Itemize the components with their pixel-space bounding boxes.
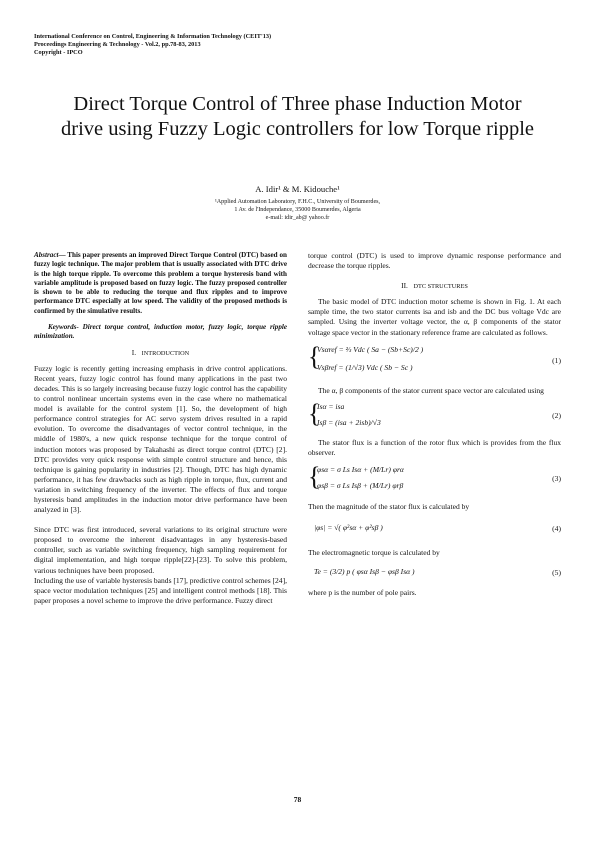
right-paragraph-3: The stator flux is a function of the rotor flux which is provides from the flux observer. [308, 437, 561, 457]
equation-1-line-2: Vsβref = (1/√3) Vdc ( Sb − Sc ) [317, 362, 413, 372]
keywords: Keywords- Direct torque control, induction motor, fuzzy logic, torque ripple minimization. [34, 323, 287, 341]
section-number: I. [131, 347, 137, 357]
equation-3-number: (3) [552, 473, 561, 483]
section-heading-dtc-structures [308, 281, 561, 292]
equation-2: { Isα = isa Isβ = (isa + 2isb)/√3 (2) [308, 398, 561, 428]
equation-4 [308, 518, 561, 540]
right-paragraph-2: The α, β components of the stator current space vector are calculated using [318, 385, 544, 395]
right-paragraph-5: The electromagnetic torque is calculated by [308, 548, 440, 558]
equation-3-line-2: φsβ = σ Ls Isβ + (M/Lr) φrβ [317, 480, 404, 490]
equation-5 [308, 562, 561, 584]
equation-1: { Vsαref = ⅔ Vdc ( Sa − (Sb+Sc)/2 ) Vsβref = (1/√3) Vdc ( Sb − Sc ) (1) [308, 341, 561, 372]
equation-1-number: (1) [552, 355, 561, 365]
header-line-2: Proceedings Engineering & Technology - Vol.2, pp.78-83, 2013 [34, 41, 201, 48]
equation-4-line-1: |φs| = √( φ²sα + φ²sβ ) [314, 523, 383, 533]
equation-2-line-2: Isβ = (isa + 2isb)/√3 [317, 417, 381, 427]
equation-3: { φsα = σ Ls Isα + (M/Lr) φrα φsβ = σ Ls Isβ + (M/Lr) φrβ (3) [308, 461, 561, 491]
section-heading-introduction [34, 348, 287, 359]
equation-3-line-1: φsα = σ Ls Isα + (M/Lr) φrα [317, 464, 404, 474]
abstract-lead: Abstract [34, 251, 59, 259]
equation-5-line-1: Te = (3/2) p ( φsα Isβ − φsβ Isα ) [314, 567, 415, 577]
affiliation-line-1: ¹Applied Automation Laboratory, F.H.C., University of Boumerdes, [214, 199, 381, 205]
paper-title: Direct Torque Control of Three phase Induction Motor drive using Fuzzy Logic controllers for low Torque ripple [61, 93, 534, 140]
intro-paragraph-2: Since DTC was first introduced, several variations to its original structure were proposed to overcome the inherent disadvantages in any hysteresis-based controller, such as variable switching frequency, high sampling requirement for digital implementation, and high torque ripple[22]-[23]. To solve this problem, various techniques have been proposed. [34, 525, 287, 575]
header-line-3: Copyright - IPCO [34, 49, 83, 56]
section-title: INTRODUCTION [141, 349, 190, 357]
intro-paragraph-1: Fuzzy logic is recently getting increasing emphasis in drive control applications. Recent years, fuzzy logic control has found many applications in the past two decades. This is so largely increasing because fuzzy logic control has the capability to control nonlinear uncertain systems even in the case where no mathematical model is available for the control system [1]. So, the development of high performance control strategies for AC servo system drives resulted in a rapid evolution. To overcome the disadvantages of vector control technique, in the middle of 1980's, a new quick response technique for the torque control of induction motors was proposed by Takahashi as direct torque control (DTC) [2]. DTC provides very quick response with simple control structure and hence, this technique is gaining popularity in industries [2]. Though, DTC has high dynamic performance, it has few drawbacks such as high ripple in torque, flux, current and variation in switching frequency of the inverter. The effects of flux and torque hysteresis band amplitudes in the induction motor drive performance have been analyzed in [3]. [34, 363, 287, 515]
affiliation [0, 198, 595, 223]
conference-header [34, 33, 271, 57]
section-title: DTC STRUCTURES [413, 283, 468, 291]
equation-4-number: (4) [552, 523, 561, 533]
authors: A. Idir¹ & M. Kidouche¹ [255, 184, 340, 194]
header-line-1: International Conference on Control, Engineering & Information Technology (CEIT'13) [34, 33, 272, 40]
section-number: II. [401, 281, 408, 291]
page-number: 78 [293, 795, 302, 804]
right-paragraph-6: where p is the number of pole pairs. [308, 588, 417, 598]
equation-1-line-1: Vsαref = ⅔ Vdc ( Sa − (Sb+Sc)/2 ) [317, 344, 424, 354]
right-paragraph-4: Then the magnitude of the stator flux is calculated by [308, 501, 470, 511]
abstract-text: — This paper presents an improved Direct Torque Control (DTC) based on fuzzy logic technique. The major problem that is usually associated with DTC drive is the high torque ripple. To overcome this problem a torque hysteresis band with variable amplitude is proposed based on fuzzy logic. The fuzzy proposed controller is shown to be able to reducing the torque and flux ripples and to improve performance DTC especially at low speed. The validity of the proposed methods is confirmed by the simulative results. [34, 251, 287, 315]
intro-paragraph-3: Including the use of variable hysteresis bands [17], predictive control schemes [24], space vector modulation techniques [25] and intelligent control methods [18]. This paper proposes a novel scheme to improve the drive performance. Fuzzy direct [34, 575, 287, 605]
equation-5-number: (5) [552, 568, 561, 578]
affiliation-line-2: 1 Av. de l'Independance, 35000 Boumerdes, Algeria [234, 207, 361, 214]
affiliation-email: e-mail: idir_ab@ yahoo.fr [265, 215, 330, 222]
equation-2-number: (2) [552, 410, 561, 420]
right-paragraph-0: torque control (DTC) is used to improve dynamic response performance and decrease the torque ripples. [308, 251, 561, 271]
right-column [308, 251, 561, 598]
right-paragraph-1: The basic model of DTC induction motor scheme is shown in Fig. 1. At each sample time, the two stator currents isa and isb and the DC bus voltage Vdc are sampled. Using the inverter voltage vector, the α, β components of the stator voltage space vector in the stationary reference frame are calculated as follows. [308, 297, 561, 337]
abstract [34, 251, 287, 316]
equation-2-line-1: Isα = isa [317, 401, 345, 411]
left-column [34, 251, 287, 606]
